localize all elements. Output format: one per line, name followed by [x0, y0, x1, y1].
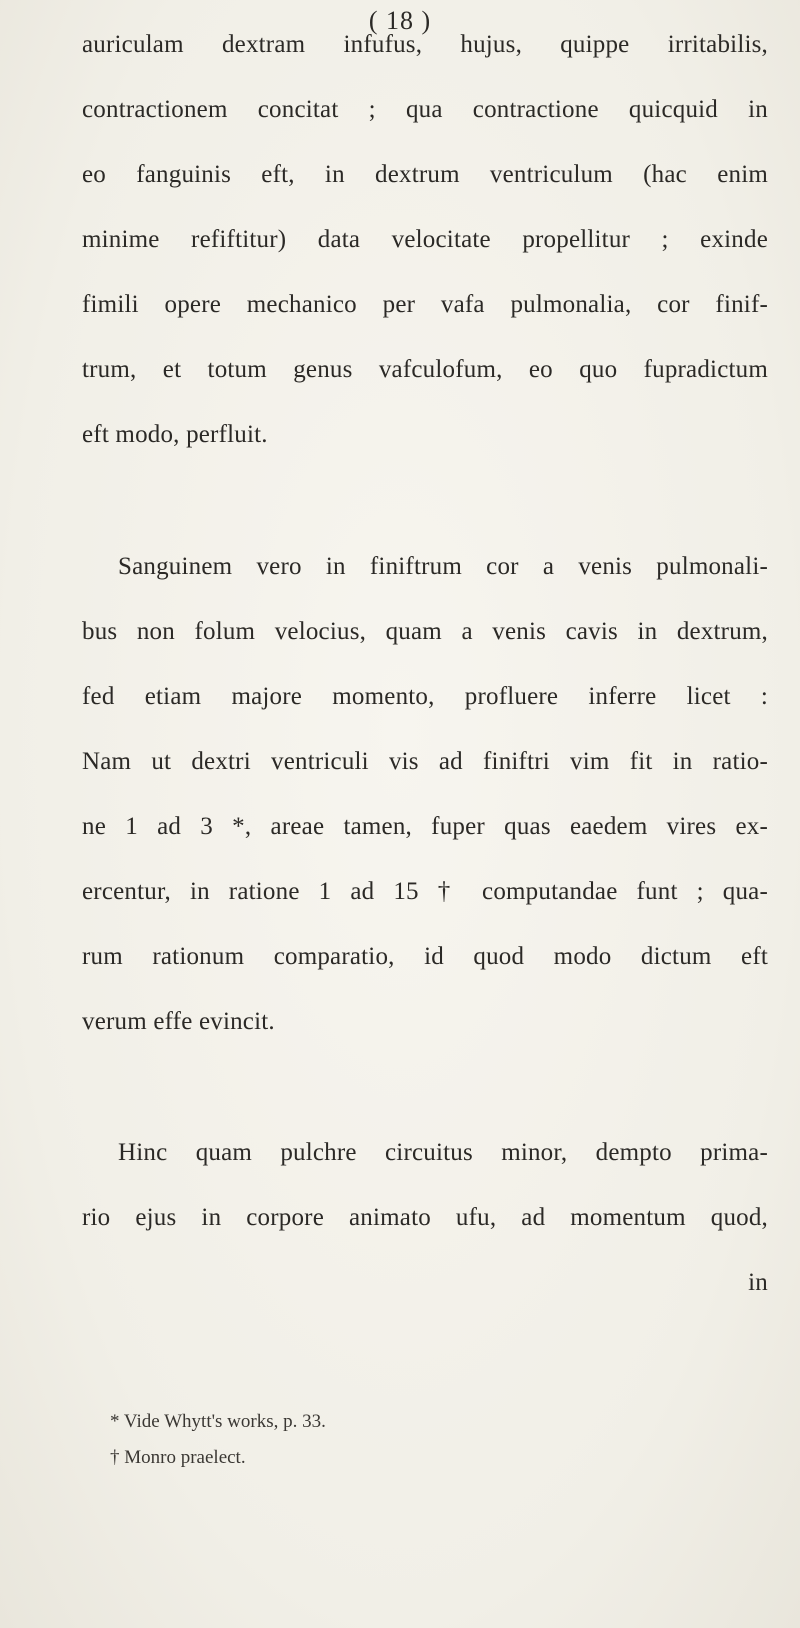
text-line: auriculam dextram infufus, hujus, quippe irritabilis,	[82, 31, 768, 58]
footnote: * Vide Whytt's works, p. 33.	[110, 1411, 326, 1432]
text-line: ne 1 ad 3 *, areae tamen, fuper quas eaedem vires ex-	[82, 813, 768, 840]
catchword: in	[748, 1269, 768, 1296]
text-line: minime refiftitur) data velocitate propellitur ; exinde	[82, 226, 768, 253]
text-line: Nam ut dextri ventriculi vis ad finiftri vim fit in ratio-	[82, 748, 768, 775]
text-line: fed etiam majore momento, profluere inferre licet :	[82, 683, 768, 710]
text-line: eft modo, perfluit.	[82, 421, 268, 448]
text-line: verum effe evincit.	[82, 1008, 275, 1035]
text-line: rum rationum comparatio, id quod modo dictum eft	[82, 943, 768, 970]
text-line: fimili opere mechanico per vafa pulmonalia, cor finif-	[82, 291, 768, 318]
page-number: ( 18 )	[368, 6, 432, 35]
footnote: † Monro praelect.	[110, 1447, 246, 1468]
text-line: contractionem concitat ; qua contractione quicquid in	[82, 96, 768, 123]
text-line: Hinc quam pulchre circuitus minor, dempto prima-	[118, 1139, 768, 1166]
text-line: Sanguinem vero in finiftrum cor a venis pulmonali-	[118, 553, 768, 580]
text-line: ercentur, in ratione 1 ad 15 † computandae funt ; qua-	[82, 878, 768, 905]
text-line: rio ejus in corpore animato ufu, ad momentum quod,	[82, 1204, 768, 1231]
text-line: trum, et totum genus vafculofum, eo quo fupradictum	[82, 356, 768, 383]
text-line: bus non folum velocius, quam a venis cavis in dextrum,	[82, 618, 768, 645]
text-line: eo fanguinis eft, in dextrum ventriculum (hac enim	[82, 161, 768, 188]
